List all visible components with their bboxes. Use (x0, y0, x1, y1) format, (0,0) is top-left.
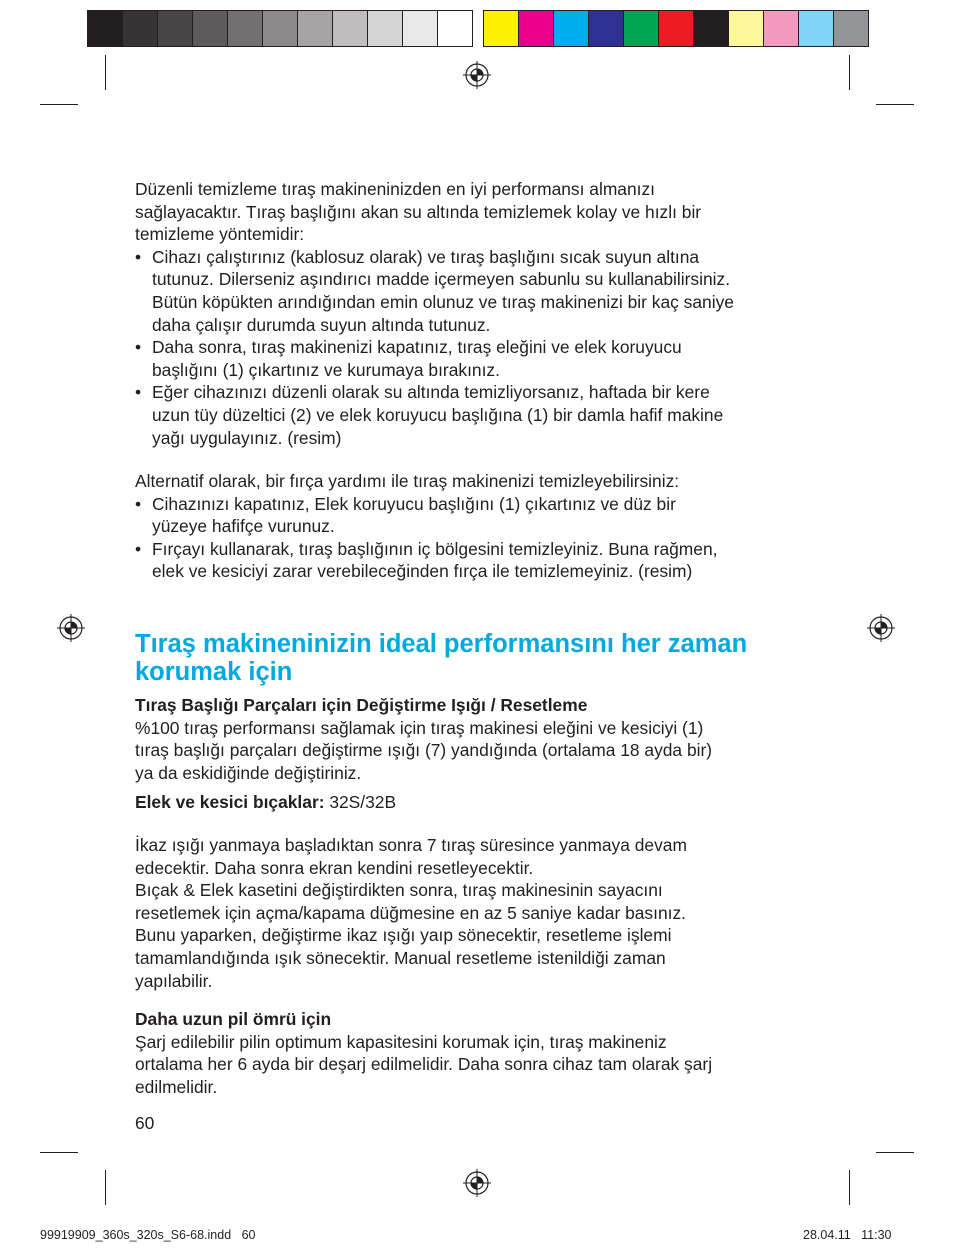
body-line: Bunu yaparken, değiştirme ikaz ışığı yaıp sönecektir, resetleme işlemi (135, 925, 672, 946)
bullet-line: • Daha sonra, tıraş makinenizi kapatınız, tıraş eleğini ve elek koruyucu (152, 337, 682, 358)
body-line: %100 tıraş performansı sağlamak için tıraş makinesi eleğini ve kesiciyi (1) (135, 717, 704, 738)
color-swatch (693, 10, 729, 47)
gray-swatch (297, 10, 333, 47)
color-swatch (483, 10, 519, 47)
gray-swatch (192, 10, 228, 47)
body-line: Bıçak & Elek kasetini değiştirdikten sonra, tıraş makinesinin sayacını (135, 880, 663, 901)
color-swatch (798, 10, 834, 47)
body-line: tıraş başlığı parçaları değiştirme ışığı (7) yandığında (ortalama 18 ayda bir) (135, 740, 713, 761)
body-line: edilmelidir. (135, 1076, 218, 1097)
bullet-item (135, 381, 835, 449)
bullet-item (135, 538, 835, 583)
gray-swatch (367, 10, 403, 47)
section-heading (135, 630, 835, 686)
gray-swatch (87, 10, 123, 47)
bullet-line: • Eğer cihazınızı düzenli olarak su altında temizliyorsanız, haftada bir kere (152, 382, 710, 403)
intro-line: Alternatif olarak, bir fırça yardımı ile tıraş makinenizi temizleyebilirsiniz: (135, 471, 680, 491)
color-swatch (833, 10, 869, 47)
cleaning-section (135, 178, 835, 449)
bullet-line: daha çalışır durumda suyun altında tutunuz. (152, 314, 491, 335)
bullet-line: • Fırçayı kullanarak, tıraş başlığının iç bölgesini temizleyiniz. Buna rağmen, (152, 538, 718, 559)
subsection-title: Daha uzun pil ömrü için (135, 1009, 332, 1029)
color-swatch (658, 10, 694, 47)
crop-mark (876, 104, 914, 105)
bullet-line: yağı uygulayınız. (resim) (152, 427, 342, 448)
body-line: edecektir. Daha sonra ekran kendini resetleyecektir. (135, 857, 534, 878)
color-swatch (763, 10, 799, 47)
crop-mark (40, 1152, 78, 1153)
color-swatch (518, 10, 554, 47)
color-swatch (588, 10, 624, 47)
gray-swatch (122, 10, 158, 47)
registration-mark-icon (462, 1168, 492, 1198)
bullet-line: başlığını (1) çıkartınız ve kurumaya bırakınız. (152, 359, 500, 380)
registration-mark-icon (56, 613, 86, 643)
body-line: tamamlandığında ışık sönecektir. Manual resetleme istenildiği zaman (135, 947, 666, 968)
gray-swatch (227, 10, 263, 47)
brush-cleaning-section (135, 470, 835, 583)
battery-section (135, 1008, 835, 1098)
gray-swatch (262, 10, 298, 47)
heading-line: korumak için (135, 658, 293, 686)
body-line: yapılabilir. (135, 970, 213, 991)
crop-mark (876, 1152, 914, 1153)
body-line: İkaz ışığı yanmaya başladıktan sonra 7 tıraş süresince yanmaya devam (135, 834, 687, 855)
bullet-line: • Cihazınızı kapatınız, Elek koruyucu başlığını (1) çıkartınız ve düz bir (152, 493, 676, 514)
replacement-section (135, 694, 835, 992)
registration-mark-icon (462, 60, 492, 90)
crop-mark (105, 1170, 106, 1205)
gray-swatch (332, 10, 368, 47)
bullet-item (135, 493, 835, 538)
color-swatch (553, 10, 589, 47)
registration-mark-icon (866, 613, 896, 643)
body-line: Şarj edilebilir pilin optimum kapasitesini korumak için, tıraş makineniz (135, 1031, 667, 1052)
crop-mark (849, 55, 850, 90)
bullet-item (135, 336, 835, 381)
body-line: resetlemek için açma/kapama düğmesine en az 5 saniye kadar basınız. (135, 902, 686, 923)
bullet-line: uzun tüy düzeltici (2) ve elek koruyucu başlığına (1) bir damla hafif makine (152, 404, 724, 425)
footer-file-slug: 99919909_360s_320s_S6-68.indd 60 (40, 1228, 256, 1242)
crop-mark (849, 1170, 850, 1205)
subsection-title: Tıraş Başlığı Parçaları için Değiştirme Işığı / Resetleme (135, 695, 588, 715)
intro-line: sağlayacaktır. Tıraş başlığını akan su altında temizlemek kolay ve hızlı bir (135, 201, 702, 222)
grayscale-color-bar (87, 10, 472, 47)
gray-swatch (157, 10, 193, 47)
intro-line: temizleme yöntemidir: (135, 224, 305, 245)
intro-line: Düzenli temizleme tıraş makineninizden en iyi performansı almanızı (135, 179, 656, 199)
gray-swatch (402, 10, 438, 47)
bullet-line: elek ve kesiciyi zarar verebileceğinden fırça ile temizlemeyiniz. (resim) (152, 561, 693, 582)
bullet-line: Bütün köpükten arındığından emin olunuz ve tıraş makinenizi bir kaç saniye (152, 291, 734, 312)
heading-line: Tıraş makineninizin ideal performansını her zaman (135, 630, 748, 658)
parts-label: Elek ve kesici bıçaklar: (135, 792, 325, 813)
gray-swatch (437, 10, 473, 47)
body-line: ya da eskidiğinde değiştiriniz. (135, 762, 362, 783)
bullet-line: yüzeye hafifçe vurunuz. (152, 516, 335, 537)
footer-date-slug: 28.04.11 11:30 (803, 1228, 892, 1242)
parts-line (135, 791, 835, 814)
crop-mark (105, 55, 106, 90)
body-line: ortalama her 6 ayda bir deşarj edilmelidir. Daha sonra cihaz tam olarak şarj (135, 1054, 713, 1075)
bullet-line: tutunuz. Dilerseniz aşındırıcı madde içermeyen sabunlu su kullanabilirsiniz. (152, 269, 731, 290)
page-number: 60 (135, 1113, 155, 1133)
color-swatch (728, 10, 764, 47)
process-color-bar (483, 10, 868, 47)
bullet-line: • Cihazı çalıştırınız (kablosuz olarak) ve tıraş başlığını sıcak suyun altına (152, 246, 700, 267)
crop-mark (40, 104, 78, 105)
color-swatch (623, 10, 659, 47)
parts-value: 32S/32B (324, 792, 397, 813)
bullet-item (135, 246, 835, 336)
